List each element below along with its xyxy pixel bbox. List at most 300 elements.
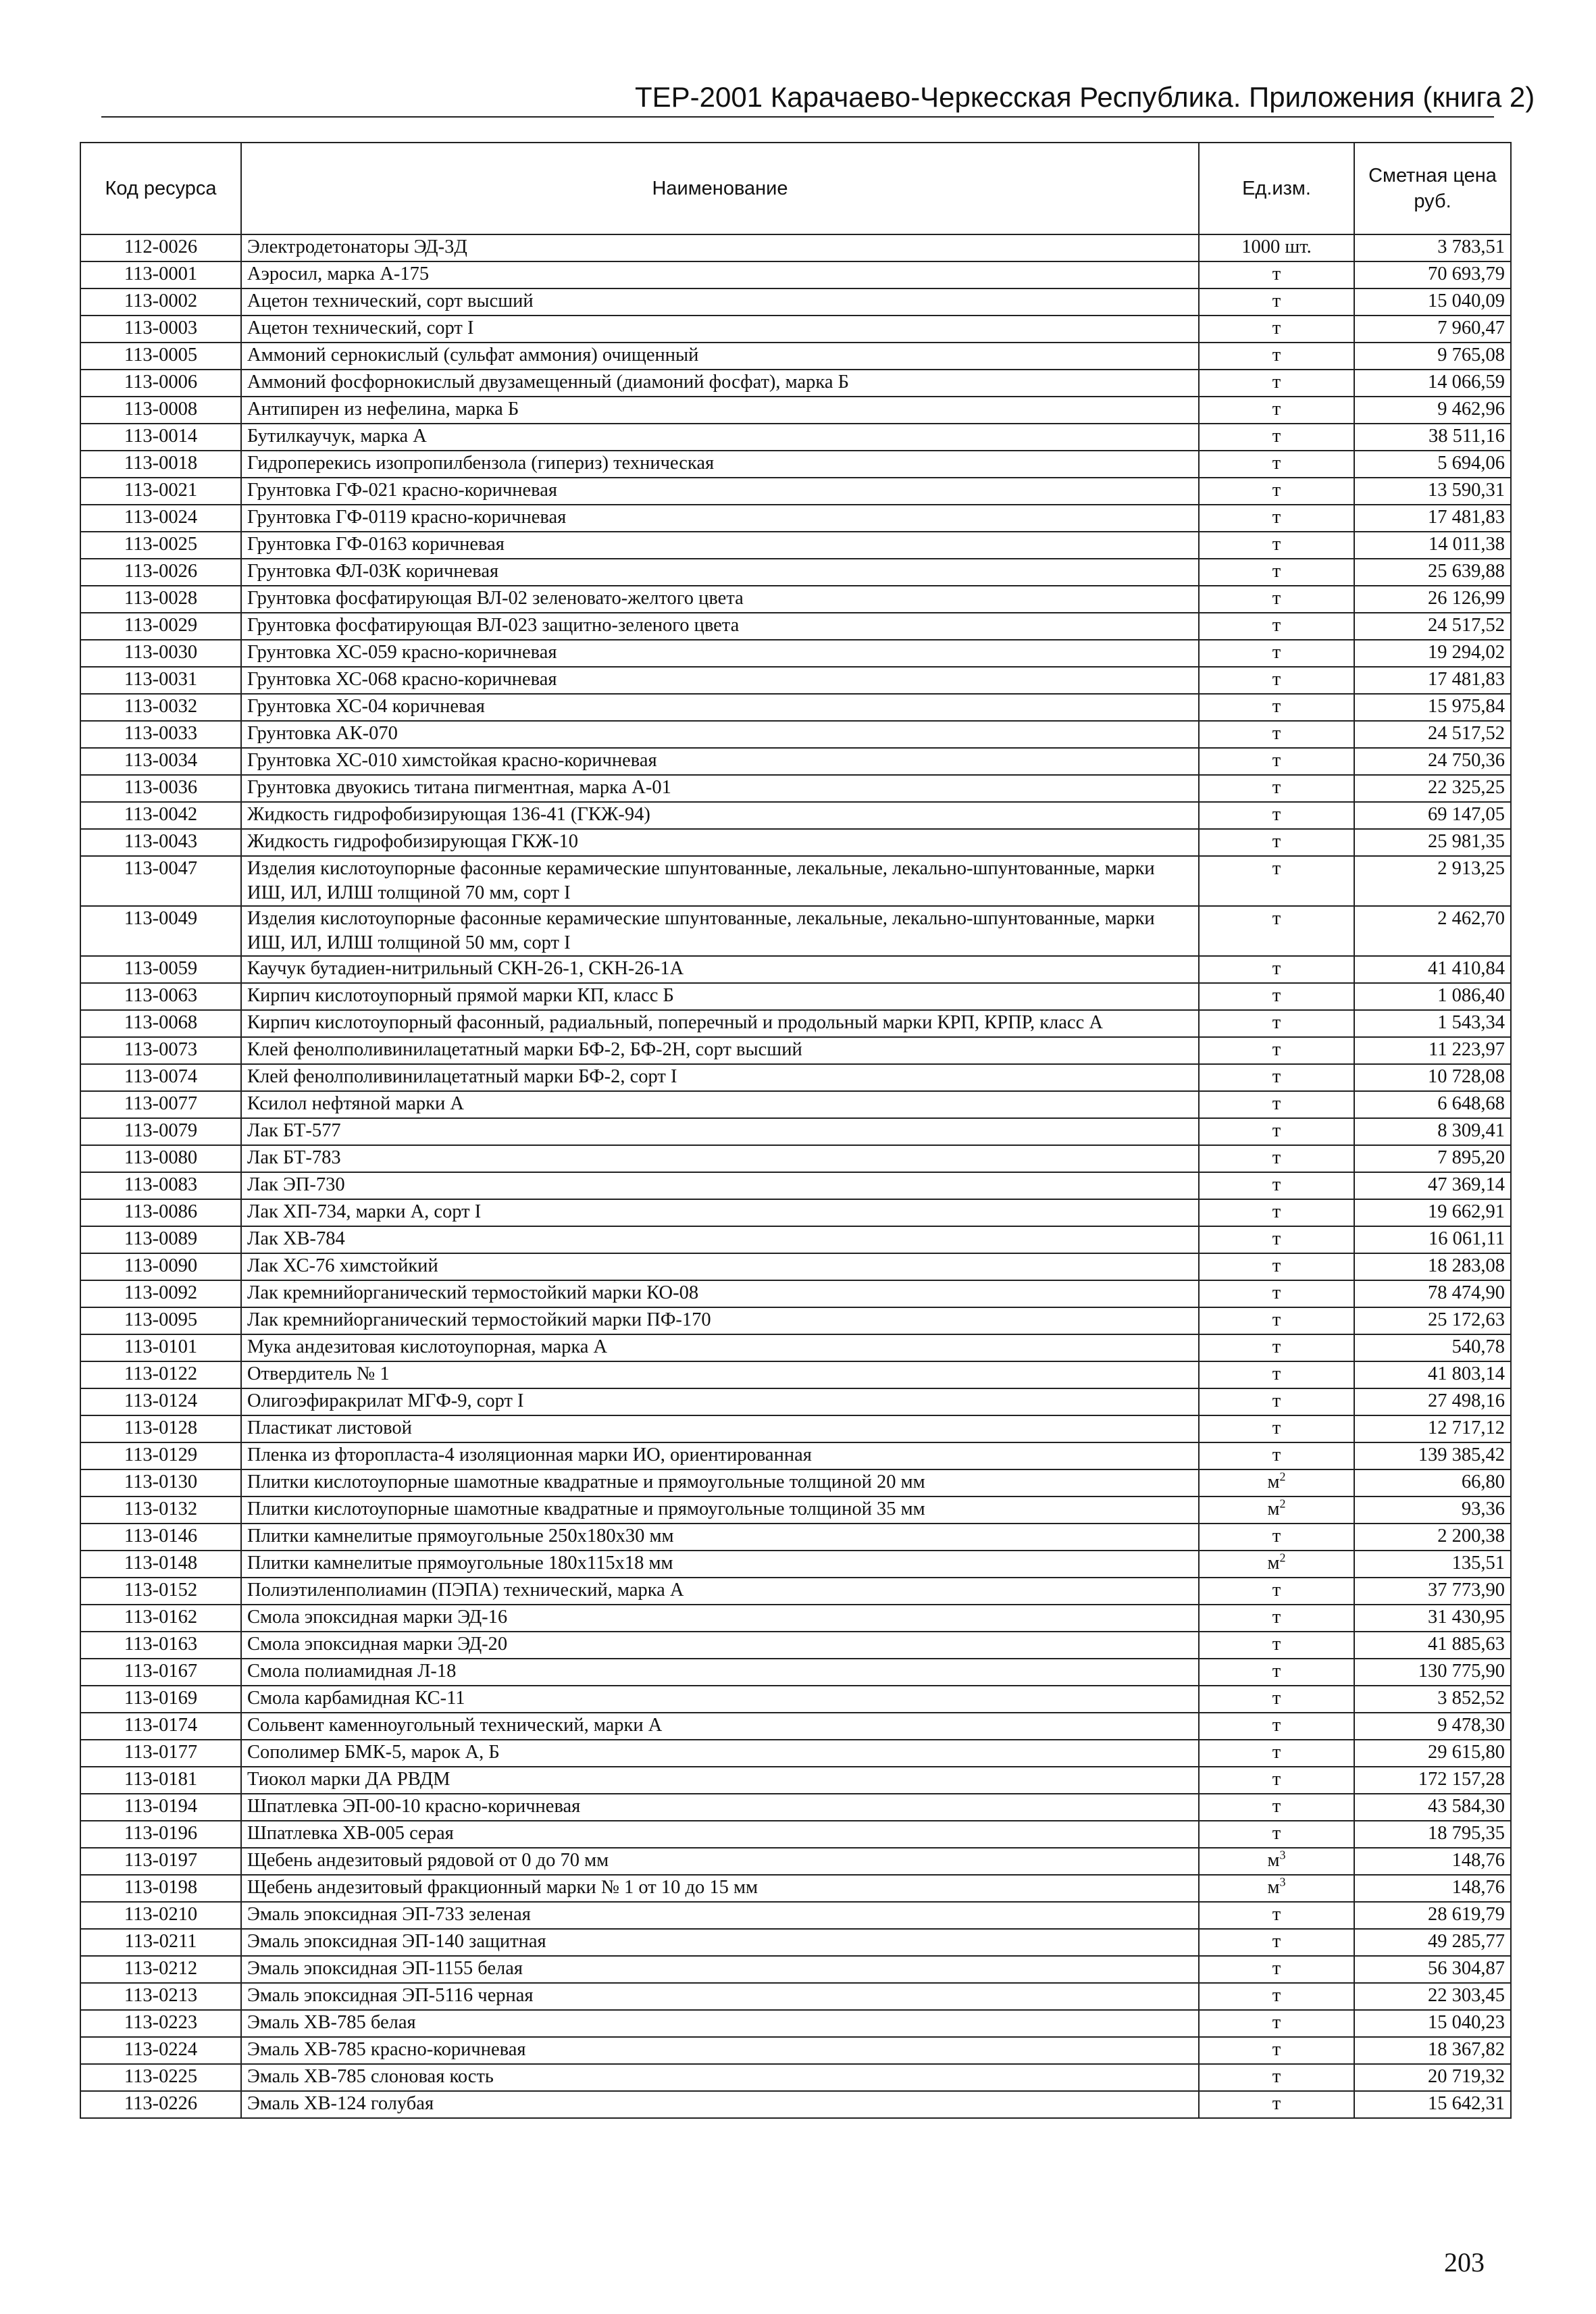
unit-cell: т bbox=[1199, 532, 1354, 559]
unit-base: м bbox=[1267, 1877, 1280, 1898]
resource-code-cell: 113-0181 bbox=[80, 1767, 241, 1794]
resource-name-cell: Лак кремнийорганический термостойкий марки КО-08 bbox=[241, 1280, 1199, 1307]
resource-name-cell: Смола полиамидная Л-18 bbox=[241, 1659, 1199, 1686]
price-cell: 18 283,08 bbox=[1354, 1253, 1511, 1280]
unit-exponent: 2 bbox=[1279, 1551, 1286, 1565]
unit-cell bbox=[1199, 1848, 1354, 1875]
table-row bbox=[80, 1848, 1511, 1875]
table-row bbox=[80, 1632, 1511, 1659]
resource-price-table bbox=[80, 142, 1512, 2119]
table-row bbox=[80, 829, 1511, 856]
price-cell: 14 011,38 bbox=[1354, 532, 1511, 559]
resource-name-cell: Грунтовка ХС-059 красно-коричневая bbox=[241, 640, 1199, 667]
table-row bbox=[80, 694, 1511, 721]
unit-cell: т bbox=[1199, 956, 1354, 983]
resource-name-cell: Эмаль ХВ-785 белая bbox=[241, 2010, 1199, 2037]
table-row bbox=[80, 640, 1511, 667]
price-cell: 66,80 bbox=[1354, 1469, 1511, 1496]
resource-name-cell: Кирпич кислотоупорный прямой марки КП, класс Б bbox=[241, 983, 1199, 1010]
price-cell: 10 728,08 bbox=[1354, 1064, 1511, 1091]
price-cell: 9 765,08 bbox=[1354, 343, 1511, 370]
column-header-price: Сметная цена руб. bbox=[1354, 143, 1511, 234]
unit-cell: т bbox=[1199, 613, 1354, 640]
unit-cell: т bbox=[1199, 586, 1354, 613]
resource-code-cell: 113-0002 bbox=[80, 288, 241, 316]
resource-name-cell: Грунтовка ХС-068 красно-коричневая bbox=[241, 667, 1199, 694]
resource-name-cell: Грунтовка ХС-04 коричневая bbox=[241, 694, 1199, 721]
table-row bbox=[80, 1064, 1511, 1091]
resource-code-cell: 113-0130 bbox=[80, 1469, 241, 1496]
column-header-unit: Ед.изм. bbox=[1199, 143, 1354, 234]
resource-name-cell: Грунтовка двуокись титана пигментная, марка А-01 bbox=[241, 775, 1199, 802]
resource-code-cell: 113-0024 bbox=[80, 505, 241, 532]
resource-code-cell: 113-0089 bbox=[80, 1226, 241, 1253]
resource-code-cell: 113-0162 bbox=[80, 1605, 241, 1632]
unit-cell: т bbox=[1199, 1578, 1354, 1605]
table-row bbox=[80, 1740, 1511, 1767]
unit-cell: т bbox=[1199, 748, 1354, 775]
resource-code-cell: 113-0169 bbox=[80, 1686, 241, 1713]
table-row bbox=[80, 906, 1511, 956]
table-row bbox=[80, 613, 1511, 640]
resource-code-cell: 113-0047 bbox=[80, 856, 241, 906]
price-cell: 2 200,38 bbox=[1354, 1524, 1511, 1551]
resource-name-cell: Жидкость гидрофобизирующая 136-41 (ГКЖ-94) bbox=[241, 802, 1199, 829]
unit-cell: т bbox=[1199, 1686, 1354, 1713]
unit-base: м bbox=[1267, 1850, 1280, 1871]
resource-code-cell: 113-0196 bbox=[80, 1821, 241, 1848]
resource-code-cell: 113-0129 bbox=[80, 1442, 241, 1469]
resource-name-cell: Сольвент каменноугольный технический, марки А bbox=[241, 1713, 1199, 1740]
price-cell: 56 304,87 bbox=[1354, 1956, 1511, 1983]
unit-cell: т bbox=[1199, 1037, 1354, 1064]
unit-cell: т bbox=[1199, 721, 1354, 748]
unit-cell: т bbox=[1199, 478, 1354, 505]
resource-name-cell: Смола эпоксидная марки ЭД-16 bbox=[241, 1605, 1199, 1632]
resource-code-cell: 113-0122 bbox=[80, 1361, 241, 1388]
unit-cell: т bbox=[1199, 370, 1354, 397]
resource-code-cell: 113-0063 bbox=[80, 983, 241, 1010]
unit-cell: т bbox=[1199, 1118, 1354, 1145]
table-row bbox=[80, 1415, 1511, 1442]
resource-name-cell: Лак кремнийорганический термостойкий марки ПФ-170 bbox=[241, 1307, 1199, 1334]
resource-code-cell: 113-0032 bbox=[80, 694, 241, 721]
resource-name-cell: Олигоэфиракрилат МГФ-9, сорт I bbox=[241, 1388, 1199, 1415]
unit-cell: т bbox=[1199, 802, 1354, 829]
resource-code-cell: 113-0021 bbox=[80, 478, 241, 505]
price-cell: 20 719,32 bbox=[1354, 2064, 1511, 2091]
price-cell: 3 852,52 bbox=[1354, 1686, 1511, 1713]
table-row bbox=[80, 288, 1511, 316]
resource-name-cell: Эмаль эпоксидная ЭП-140 защитная bbox=[241, 1929, 1199, 1956]
resource-name-cell: Лак ЭП-730 bbox=[241, 1172, 1199, 1199]
unit-cell: т bbox=[1199, 856, 1354, 906]
price-cell: 2 462,70 bbox=[1354, 906, 1511, 956]
resource-name-cell: Тиокол марки ДА РВДМ bbox=[241, 1767, 1199, 1794]
unit-base: м bbox=[1267, 1553, 1280, 1574]
table-row bbox=[80, 1713, 1511, 1740]
unit-cell: т bbox=[1199, 2010, 1354, 2037]
resource-name-cell: Шпатлевка ХВ-005 серая bbox=[241, 1821, 1199, 1848]
resource-name-cell: Лак ХВ-784 bbox=[241, 1226, 1199, 1253]
resource-code-cell: 113-0225 bbox=[80, 2064, 241, 2091]
table-row bbox=[80, 397, 1511, 424]
resource-name-cell: Изделия кислотоупорные фасонные керамические шпунтованные, лекальные, лекально-шпунтованные, марки ИШ, ИЛ, ИЛШ толщиной 50 мм, сорт I bbox=[241, 906, 1199, 956]
column-header-name: Наименование bbox=[241, 143, 1199, 234]
unit-cell: т bbox=[1199, 1632, 1354, 1659]
unit-cell: т bbox=[1199, 1767, 1354, 1794]
resource-code-cell: 113-0211 bbox=[80, 1929, 241, 1956]
resource-name-cell: Щебень андезитовый фракционный марки № 1 от 10 до 15 мм bbox=[241, 1875, 1199, 1902]
resource-code-cell: 113-0167 bbox=[80, 1659, 241, 1686]
price-cell: 15 040,23 bbox=[1354, 2010, 1511, 2037]
table-row bbox=[80, 667, 1511, 694]
unit-cell: т bbox=[1199, 1713, 1354, 1740]
price-cell: 12 717,12 bbox=[1354, 1415, 1511, 1442]
price-cell: 24 750,36 bbox=[1354, 748, 1511, 775]
price-cell: 18 795,35 bbox=[1354, 1821, 1511, 1848]
resource-name-cell: Ацетон технический, сорт высший bbox=[241, 288, 1199, 316]
resource-code-cell: 113-0059 bbox=[80, 956, 241, 983]
price-cell: 135,51 bbox=[1354, 1551, 1511, 1578]
price-cell: 41 803,14 bbox=[1354, 1361, 1511, 1388]
resource-code-cell: 113-0033 bbox=[80, 721, 241, 748]
resource-code-cell: 113-0025 bbox=[80, 532, 241, 559]
unit-cell: т bbox=[1199, 1659, 1354, 1686]
price-cell: 1 086,40 bbox=[1354, 983, 1511, 1010]
resource-code-cell: 113-0026 bbox=[80, 559, 241, 586]
resource-code-cell: 113-0174 bbox=[80, 1713, 241, 1740]
resource-name-cell: Эмаль эпоксидная ЭП-5116 черная bbox=[241, 1983, 1199, 2010]
table-row bbox=[80, 586, 1511, 613]
resource-code-cell: 113-0197 bbox=[80, 1848, 241, 1875]
unit-cell: т bbox=[1199, 1983, 1354, 2010]
table-row bbox=[80, 1983, 1511, 2010]
unit-cell: т bbox=[1199, 1929, 1354, 1956]
unit-cell: т bbox=[1199, 1145, 1354, 1172]
table-row bbox=[80, 775, 1511, 802]
table-row bbox=[80, 1091, 1511, 1118]
resource-name-cell: Эмаль ХВ-785 слоновая кость bbox=[241, 2064, 1199, 2091]
resource-code-cell: 113-0031 bbox=[80, 667, 241, 694]
resource-code-cell: 113-0212 bbox=[80, 1956, 241, 1983]
resource-name-cell: Плитки камнелитые прямоугольные 180х115х18 мм bbox=[241, 1551, 1199, 1578]
resource-name-cell: Пластикат листовой bbox=[241, 1415, 1199, 1442]
table-row bbox=[80, 1280, 1511, 1307]
table-header-row bbox=[80, 143, 1511, 234]
resource-name-cell: Шпатлевка ЭП-00-10 красно-коричневая bbox=[241, 1794, 1199, 1821]
price-cell: 27 498,16 bbox=[1354, 1388, 1511, 1415]
resource-name-cell: Пленка из фторопласта-4 изоляционная марки ИО, ориентированная bbox=[241, 1442, 1199, 1469]
unit-cell: т bbox=[1199, 424, 1354, 451]
table-row bbox=[80, 1307, 1511, 1334]
table-row bbox=[80, 1605, 1511, 1632]
table-row bbox=[80, 532, 1511, 559]
price-cell: 25 172,63 bbox=[1354, 1307, 1511, 1334]
resource-code-cell: 113-0226 bbox=[80, 2091, 241, 2118]
table-row bbox=[80, 1037, 1511, 1064]
price-cell: 37 773,90 bbox=[1354, 1578, 1511, 1605]
unit-cell: т bbox=[1199, 1253, 1354, 1280]
price-cell: 7 895,20 bbox=[1354, 1145, 1511, 1172]
table-row bbox=[80, 2091, 1511, 2118]
unit-cell: т bbox=[1199, 1307, 1354, 1334]
unit-cell: т bbox=[1199, 1821, 1354, 1848]
resource-code-cell: 113-0146 bbox=[80, 1524, 241, 1551]
price-cell: 13 590,31 bbox=[1354, 478, 1511, 505]
resource-code-cell: 113-0001 bbox=[80, 261, 241, 288]
unit-cell: т bbox=[1199, 2064, 1354, 2091]
price-cell: 148,76 bbox=[1354, 1875, 1511, 1902]
unit-cell: т bbox=[1199, 316, 1354, 343]
price-cell: 16 061,11 bbox=[1354, 1226, 1511, 1253]
resource-name-cell: Гидроперекись изопропилбензола (гипериз) техническая bbox=[241, 451, 1199, 478]
resource-code-cell: 113-0095 bbox=[80, 1307, 241, 1334]
resource-code-cell: 113-0090 bbox=[80, 1253, 241, 1280]
resource-code-cell: 113-0014 bbox=[80, 424, 241, 451]
table-row bbox=[80, 1226, 1511, 1253]
unit-cell: т bbox=[1199, 505, 1354, 532]
table-row bbox=[80, 343, 1511, 370]
table-row bbox=[80, 1578, 1511, 1605]
resource-name-cell: Клей фенолполивинилацетатный марки БФ-2, БФ-2Н, сорт высший bbox=[241, 1037, 1199, 1064]
table-row bbox=[80, 1145, 1511, 1172]
unit-cell: т bbox=[1199, 829, 1354, 856]
resource-code-cell: 113-0077 bbox=[80, 1091, 241, 1118]
resource-name-cell: Щебень андезитовый рядовой от 0 до 70 мм bbox=[241, 1848, 1199, 1875]
resource-code-cell: 113-0030 bbox=[80, 640, 241, 667]
table-row bbox=[80, 983, 1511, 1010]
resource-code-cell: 113-0213 bbox=[80, 1983, 241, 2010]
resource-code-cell: 113-0029 bbox=[80, 613, 241, 640]
resource-code-cell: 113-0018 bbox=[80, 451, 241, 478]
price-cell: 25 981,35 bbox=[1354, 829, 1511, 856]
resource-code-cell: 113-0101 bbox=[80, 1334, 241, 1361]
resource-name-cell: Жидкость гидрофобизирующая ГКЖ-10 bbox=[241, 829, 1199, 856]
resource-code-cell: 113-0152 bbox=[80, 1578, 241, 1605]
price-cell: 130 775,90 bbox=[1354, 1659, 1511, 1686]
unit-cell: т bbox=[1199, 1524, 1354, 1551]
unit-base: м bbox=[1267, 1472, 1280, 1492]
unit-cell: т bbox=[1199, 261, 1354, 288]
resource-name-cell: Отвердитель № 1 bbox=[241, 1361, 1199, 1388]
resource-name-cell: Грунтовка фосфатирующая ВЛ-023 защитно-зеленого цвета bbox=[241, 613, 1199, 640]
price-cell: 17 481,83 bbox=[1354, 667, 1511, 694]
unit-cell: т bbox=[1199, 1280, 1354, 1307]
table-body bbox=[80, 234, 1511, 2118]
unit-base: м bbox=[1267, 1499, 1280, 1519]
unit-cell: т bbox=[1199, 1199, 1354, 1226]
unit-cell bbox=[1199, 1469, 1354, 1496]
price-cell: 93,36 bbox=[1354, 1496, 1511, 1524]
table-row bbox=[80, 1524, 1511, 1551]
resource-name-cell: Смола эпоксидная марки ЭД-20 bbox=[241, 1632, 1199, 1659]
resource-code-cell: 113-0148 bbox=[80, 1551, 241, 1578]
resource-name-cell: Электродетонаторы ЭД-3Д bbox=[241, 234, 1199, 261]
resource-name-cell: Эмаль ХВ-785 красно-коричневая bbox=[241, 2037, 1199, 2064]
price-cell: 540,78 bbox=[1354, 1334, 1511, 1361]
resource-name-cell: Мука андезитовая кислотоупорная, марка А bbox=[241, 1334, 1199, 1361]
table-row bbox=[80, 1388, 1511, 1415]
resource-code-cell: 113-0043 bbox=[80, 829, 241, 856]
price-cell: 41 410,84 bbox=[1354, 956, 1511, 983]
resource-code-cell: 113-0003 bbox=[80, 316, 241, 343]
table-row bbox=[80, 1794, 1511, 1821]
resource-name-cell: Каучук бутадиен-нитрильный СКН-26-1, СКН-26-1А bbox=[241, 956, 1199, 983]
price-cell: 18 367,82 bbox=[1354, 2037, 1511, 2064]
unit-cell: т bbox=[1199, 2091, 1354, 2118]
table-row bbox=[80, 1875, 1511, 1902]
resource-code-cell: 113-0008 bbox=[80, 397, 241, 424]
unit-cell: т bbox=[1199, 1442, 1354, 1469]
resource-code-cell: 113-0124 bbox=[80, 1388, 241, 1415]
unit-cell: т bbox=[1199, 983, 1354, 1010]
table-row bbox=[80, 1199, 1511, 1226]
table-row bbox=[80, 1118, 1511, 1145]
resource-code-cell: 113-0073 bbox=[80, 1037, 241, 1064]
table-row bbox=[80, 956, 1511, 983]
table-row bbox=[80, 478, 1511, 505]
resource-name-cell: Плитки камнелитые прямоугольные 250х180х30 мм bbox=[241, 1524, 1199, 1551]
price-cell: 9 478,30 bbox=[1354, 1713, 1511, 1740]
price-cell: 7 960,47 bbox=[1354, 316, 1511, 343]
resource-code-cell: 113-0163 bbox=[80, 1632, 241, 1659]
price-cell: 29 615,80 bbox=[1354, 1740, 1511, 1767]
resource-code-cell: 113-0042 bbox=[80, 802, 241, 829]
resource-name-cell: Грунтовка АК-070 bbox=[241, 721, 1199, 748]
price-cell: 43 584,30 bbox=[1354, 1794, 1511, 1821]
resource-code-cell: 113-0128 bbox=[80, 1415, 241, 1442]
table-row bbox=[80, 1442, 1511, 1469]
price-cell: 17 481,83 bbox=[1354, 505, 1511, 532]
unit-cell: т bbox=[1199, 1605, 1354, 1632]
resource-code-cell: 113-0210 bbox=[80, 1902, 241, 1929]
price-cell: 70 693,79 bbox=[1354, 261, 1511, 288]
resource-name-cell: Грунтовка ГФ-0119 красно-коричневая bbox=[241, 505, 1199, 532]
table-row bbox=[80, 1659, 1511, 1686]
resource-name-cell: Эмаль эпоксидная ЭП-1155 белая bbox=[241, 1956, 1199, 1983]
table-row bbox=[80, 1902, 1511, 1929]
price-cell: 14 066,59 bbox=[1354, 370, 1511, 397]
unit-cell: т bbox=[1199, 343, 1354, 370]
unit-cell bbox=[1199, 1496, 1354, 1524]
unit-cell: т bbox=[1199, 1172, 1354, 1199]
price-cell: 28 619,79 bbox=[1354, 1902, 1511, 1929]
price-cell: 22 325,25 bbox=[1354, 775, 1511, 802]
page-number: 203 bbox=[1444, 2247, 1485, 2278]
resource-code-cell: 113-0083 bbox=[80, 1172, 241, 1199]
price-cell: 5 694,06 bbox=[1354, 451, 1511, 478]
resource-code-cell: 113-0006 bbox=[80, 370, 241, 397]
table-row bbox=[80, 1361, 1511, 1388]
resource-name-cell: Лак БТ-783 bbox=[241, 1145, 1199, 1172]
resource-code-cell: 113-0074 bbox=[80, 1064, 241, 1091]
resource-name-cell: Аэросил, марка А-175 bbox=[241, 261, 1199, 288]
price-cell: 11 223,97 bbox=[1354, 1037, 1511, 1064]
unit-cell: т bbox=[1199, 775, 1354, 802]
table-row bbox=[80, 1551, 1511, 1578]
resource-name-cell: Изделия кислотоупорные фасонные керамические шпунтованные, лекальные, лекально-шпунтованные, марки ИШ, ИЛ, ИЛШ толщиной 70 мм, сорт I bbox=[241, 856, 1199, 906]
resource-code-cell: 113-0198 bbox=[80, 1875, 241, 1902]
table-row bbox=[80, 261, 1511, 288]
price-cell: 148,76 bbox=[1354, 1848, 1511, 1875]
table-row bbox=[80, 1686, 1511, 1713]
price-cell: 2 913,25 bbox=[1354, 856, 1511, 906]
unit-cell: т bbox=[1199, 559, 1354, 586]
price-cell: 24 517,52 bbox=[1354, 721, 1511, 748]
table-row bbox=[80, 721, 1511, 748]
resource-name-cell: Грунтовка ГФ-0163 коричневая bbox=[241, 532, 1199, 559]
price-cell: 15 040,09 bbox=[1354, 288, 1511, 316]
resource-name-cell: Грунтовка ФЛ-03К коричневая bbox=[241, 559, 1199, 586]
price-cell: 25 639,88 bbox=[1354, 559, 1511, 586]
resource-code-cell: 113-0224 bbox=[80, 2037, 241, 2064]
unit-cell: т bbox=[1199, 1226, 1354, 1253]
resource-code-cell: 113-0034 bbox=[80, 748, 241, 775]
table-row bbox=[80, 505, 1511, 532]
unit-cell: т bbox=[1199, 906, 1354, 956]
table-row bbox=[80, 559, 1511, 586]
table-row bbox=[80, 2064, 1511, 2091]
resource-code-cell: 113-0068 bbox=[80, 1010, 241, 1037]
unit-cell: 1000 шт. bbox=[1199, 234, 1354, 261]
table-row bbox=[80, 1821, 1511, 1848]
resource-name-cell: Ацетон технический, сорт I bbox=[241, 316, 1199, 343]
resource-code-cell: 113-0005 bbox=[80, 343, 241, 370]
table-row bbox=[80, 1496, 1511, 1524]
resource-name-cell: Грунтовка фосфатирующая ВЛ-02 зеленовато-желтого цвета bbox=[241, 586, 1199, 613]
table-row bbox=[80, 424, 1511, 451]
resource-code-cell: 112-0026 bbox=[80, 234, 241, 261]
unit-cell: т bbox=[1199, 1740, 1354, 1767]
resource-code-cell: 113-0092 bbox=[80, 1280, 241, 1307]
table-row bbox=[80, 802, 1511, 829]
resource-code-cell: 113-0223 bbox=[80, 2010, 241, 2037]
resource-code-cell: 113-0132 bbox=[80, 1496, 241, 1524]
resource-code-cell: 113-0049 bbox=[80, 906, 241, 956]
unit-cell: т bbox=[1199, 1010, 1354, 1037]
price-cell: 26 126,99 bbox=[1354, 586, 1511, 613]
price-cell: 49 285,77 bbox=[1354, 1929, 1511, 1956]
resource-name-cell: Смола карбамидная КС-11 bbox=[241, 1686, 1199, 1713]
resource-name-cell: Грунтовка ГФ-021 красно-коричневая bbox=[241, 478, 1199, 505]
page-header-title: ТЕР-2001 Карачаево-Черкесская Республика. Приложения (книга 2) bbox=[635, 81, 1535, 113]
table-row bbox=[80, 1929, 1511, 1956]
resource-name-cell: Лак ХП-734, марки А, сорт I bbox=[241, 1199, 1199, 1226]
unit-cell bbox=[1199, 1875, 1354, 1902]
unit-cell: т bbox=[1199, 1334, 1354, 1361]
resource-code-cell: 113-0079 bbox=[80, 1118, 241, 1145]
price-cell: 8 309,41 bbox=[1354, 1118, 1511, 1145]
price-cell: 47 369,14 bbox=[1354, 1172, 1511, 1199]
resource-code-cell: 113-0086 bbox=[80, 1199, 241, 1226]
unit-cell: т bbox=[1199, 694, 1354, 721]
resource-name-cell: Ксилол нефтяной марки А bbox=[241, 1091, 1199, 1118]
table-row bbox=[80, 2010, 1511, 2037]
resource-name-cell: Лак БТ-577 bbox=[241, 1118, 1199, 1145]
price-cell: 15 975,84 bbox=[1354, 694, 1511, 721]
resource-code-cell: 113-0028 bbox=[80, 586, 241, 613]
unit-exponent: 3 bbox=[1279, 1875, 1286, 1889]
resource-code-cell: 113-0080 bbox=[80, 1145, 241, 1172]
table-row bbox=[80, 316, 1511, 343]
resource-name-cell: Аммоний фосфорнокислый двузамещенный (диамоний фосфат), марка Б bbox=[241, 370, 1199, 397]
price-cell: 69 147,05 bbox=[1354, 802, 1511, 829]
unit-cell: т bbox=[1199, 1415, 1354, 1442]
table-row bbox=[80, 2037, 1511, 2064]
table-row bbox=[80, 1956, 1511, 1983]
unit-cell bbox=[1199, 1551, 1354, 1578]
